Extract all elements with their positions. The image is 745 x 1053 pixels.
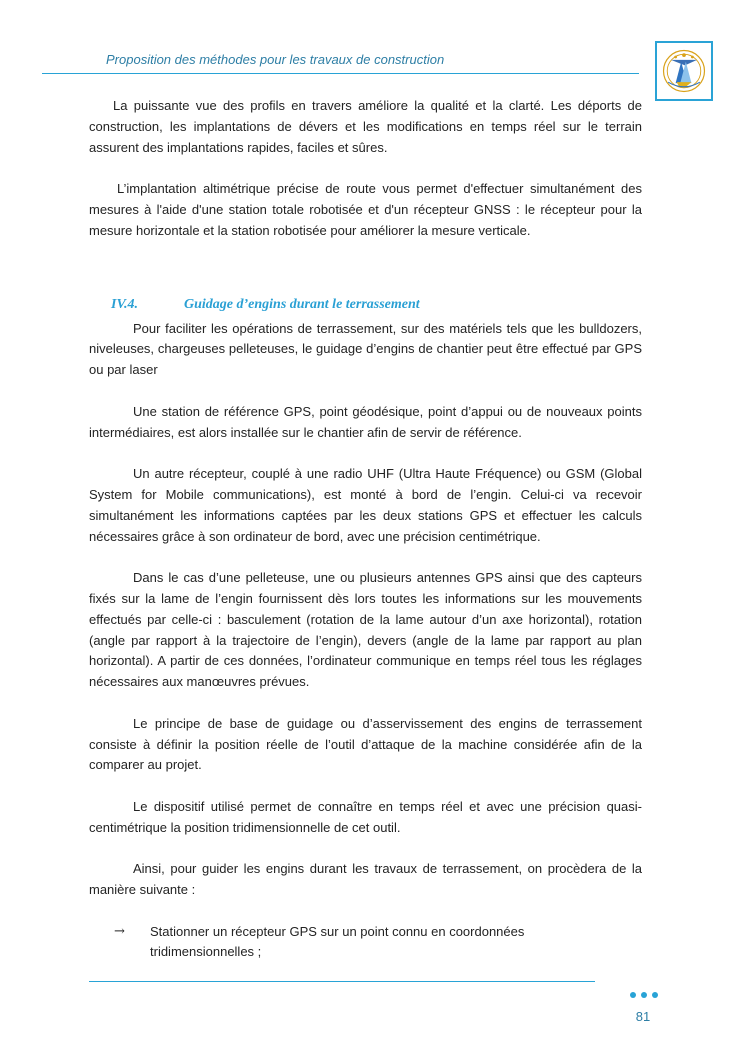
list-item (89, 922, 642, 964)
body-paragraph: L’implantation altimétrique précise de route vous permet d'effectuer simultanément des mesures à l'aide d'une station totale robotisée et d'un récepteur GNSS : le récepteur pour la mesure horizontale et la station robotisée pour améliorer la mesure verticale. (89, 181, 642, 238)
body-paragraph: Ainsi, pour guider les engins durant les travaux de terrassement, on procèdera de la manière suivante : (89, 861, 642, 898)
body-paragraph: La puissante vue des profils en travers améliore la qualité et la clarté. Les déports de construction, les implantations de dévers et les modifications en temps réel sur le terrain assurent des implantations rapides, faciles et sûres. (89, 98, 642, 155)
section-number: IV.4. (111, 296, 138, 312)
footer-divider (89, 981, 595, 982)
arrow-right-icon: → (114, 923, 125, 939)
body-paragraph: Le principe de base de guidage ou d’asservissement des engins de terrassement consiste à définir la position réelle de l’outil d’attaque de la machine considérée afin de la comparer au projet. (89, 715, 642, 773)
body-paragraph: Le dispositif utilisé permet de connaître en temps réel et avec une précision quasi-centimétrique la position tridimensionnelle de cet outil. (89, 798, 642, 835)
institution-logo (655, 41, 713, 101)
document-body (89, 96, 642, 963)
logo-emblem-icon (657, 43, 711, 99)
header-divider (42, 73, 639, 74)
page-number: 81 (635, 1009, 651, 1024)
ellipsis-dots-icon (629, 990, 659, 1000)
list-item-text: Stationner un récepteur GPS sur un point connu en coordonnées tridimensionnelles ; (150, 923, 525, 960)
body-paragraph: Pour faciliter les opérations de terrassement, sur des matériels tels que les bulldozers, niveleuses, chargeuses pelleteuses, le guidage d’engins de chantier peut être effectué par GPS ou par laser (89, 320, 642, 378)
section-title: Guidage d’engins durant le terrassement (183, 296, 420, 312)
section-heading (89, 292, 642, 319)
body-paragraph: Une station de référence GPS, point géodésique, point d’appui ou de nouveaux points intermédiaires, est alors installée sur le chantier afin de servir de référence. (89, 403, 642, 440)
body-paragraph: Dans le cas d’une pelleteuse, une ou plusieurs antennes GPS ainsi que des capteurs fixés sur la lame de l’engin fournissent dès lors toutes les informations sur les mouvements effectués par celle-ci : basculement (rotation de la lame autour d’un axe horizontal), rotation (angle par rapport à la trajectoire de l’engin), devers (angle de la lame par rapport au plan horizontal). A partir de ces données, l’ordinateur communique en temps réel tous les réglages nécessaires aux manœuvres prévues. (89, 570, 642, 690)
page-header-title: Proposition des méthodes pour les travaux de construction (106, 52, 445, 67)
body-paragraph: Un autre récepteur, couplé à une radio UHF (Ultra Haute Fréquence) ou GSM (Global System for Mobile communications), est monté à bord de l’engin. Celui-ci va recevoir simultanément les informations captées par les deux stations GPS et effectuer les calculs nécessaires grâce à son ordinateur de bord, avec une précision centimétrique. (89, 466, 642, 544)
